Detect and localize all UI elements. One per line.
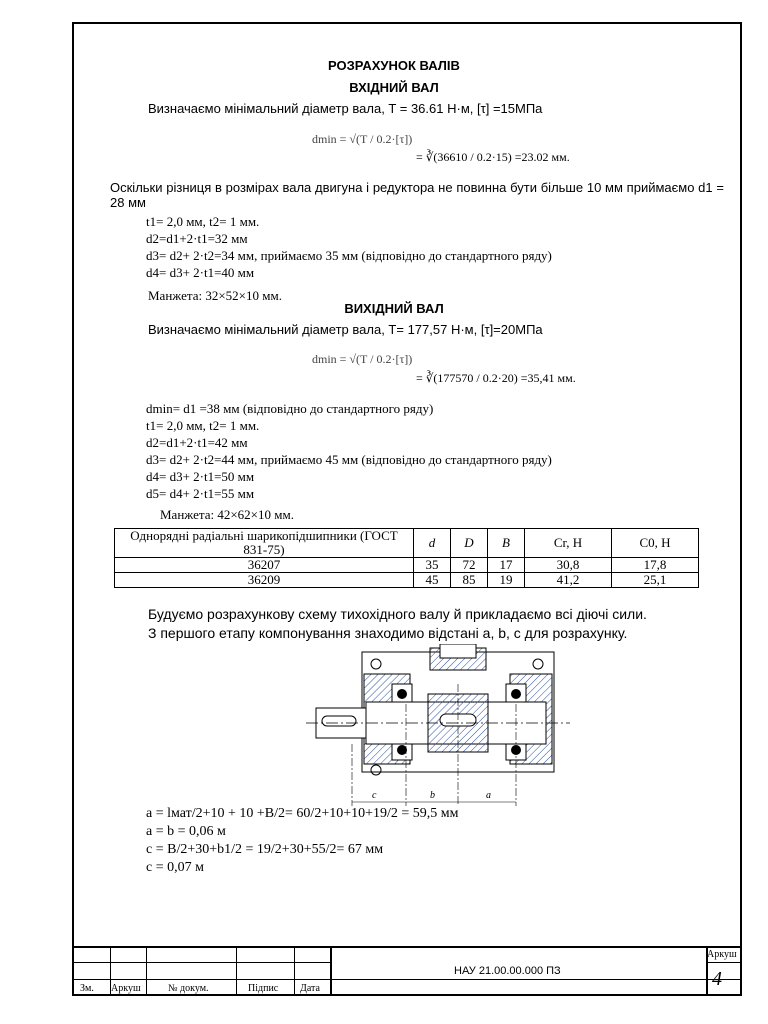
- table-cell: 36209: [115, 573, 414, 588]
- input-seal: Манжета: 32×52×10 мм.: [148, 288, 282, 303]
- output-seal: Манжета: 42×62×10 мм.: [160, 507, 294, 522]
- table-header-row: [115, 529, 699, 558]
- sheet-label: Аркуш: [707, 949, 737, 960]
- dimension-label-c: c: [372, 790, 377, 801]
- table-header-cell: d: [414, 529, 451, 558]
- result-line: c = B/2+30+b1/2 = 19/2+30+55/2= 67 мм: [146, 842, 384, 857]
- input-formula-lhs: dmin = √(T / 0.2·[τ]): [312, 132, 413, 146]
- page-heading: РОЗРАХУНОК ВАЛІВ: [328, 58, 460, 73]
- table-cell: 35: [414, 558, 451, 573]
- table-cell: 85: [451, 573, 488, 588]
- input-shaft-intro: Визначаємо мінімальний діаметр вала, T = 36.61 Н·м, [τ] =15МПа: [148, 101, 543, 116]
- result-line: a = lмат/2+10 + 10 +B/2= 60/2+10+10+19/2 = 59,5 мм: [146, 806, 459, 821]
- stamp-column: Аркуш: [111, 983, 141, 994]
- result-line: a = b = 0,06 м: [146, 824, 226, 839]
- table-row: [115, 573, 699, 588]
- table-cell: 45: [414, 573, 451, 588]
- result-line: c = 0,07 м: [146, 860, 204, 875]
- input-line: d3= d2+ 2·t2=34 мм, приймаємо 35 мм (відповідно до стандартного ряду): [146, 248, 552, 263]
- dimension-label-b: b: [430, 790, 435, 801]
- output-line: dmin= d1 =38 мм (відповідно до стандартного ряду): [146, 401, 434, 416]
- table-cell: 19: [488, 573, 525, 588]
- output-formula-rhs: = ∛(177570 / 0.2·20) =35,41 мм.: [416, 371, 576, 385]
- scheme-text: Будуємо розрахункову схему тихохідного валу й прикладаємо всі діючі сили.: [148, 606, 647, 622]
- output-formula-lhs: dmin = √(T / 0.2·[τ]): [312, 352, 413, 366]
- scheme-text: З першого етапу компонування знаходимо відстані a, b, c для розрахунку.: [148, 625, 628, 641]
- input-shaft-paragraph: Оскільки різниця в розмірах вала двигуна і редуктора не повинна бути більше 10 мм приймаємо d1 = 28 мм: [110, 180, 724, 210]
- input-line: d4= d3+ 2·t1=40 мм: [146, 265, 255, 280]
- table-header-cell: B: [488, 529, 525, 558]
- table-cell: 25,1: [612, 573, 699, 588]
- table-cell: 17: [488, 558, 525, 573]
- document-code: НАУ 21.00.00.000 ПЗ: [454, 965, 561, 977]
- table-cell: 36207: [115, 558, 414, 573]
- stamp-column: Підпис: [248, 983, 279, 994]
- output-shaft-title: ВИХІДНИЙ ВАЛ: [344, 301, 444, 316]
- output-line: t1= 2,0 мм, t2= 1 мм.: [146, 418, 260, 433]
- table-header-cell: C0, Н: [612, 529, 699, 558]
- table-cell: 41,2: [525, 573, 612, 588]
- table-cell: 17,8: [612, 558, 699, 573]
- input-formula-rhs: = ∛(36610 / 0.2·15) =23.02 мм.: [416, 150, 570, 164]
- output-line: d3= d2+ 2·t2=44 мм, приймаємо 45 мм (відповідно до стандартного ряду): [146, 452, 552, 467]
- stamp-column: Дата: [300, 983, 320, 994]
- input-line: d2=d1+2·t1=32 мм: [146, 231, 248, 246]
- dimension-label-a: a: [486, 790, 491, 801]
- stamp-column: Зм.: [80, 983, 94, 994]
- bearings-table: [114, 528, 699, 588]
- output-line: d5= d4+ 2·t1=55 мм: [146, 486, 255, 501]
- output-line: d2=d1+2·t1=42 мм: [146, 435, 248, 450]
- table-header-cell: D: [451, 529, 488, 558]
- input-shaft-title: ВХІДНИЙ ВАЛ: [349, 80, 439, 95]
- output-shaft-intro: Визначаємо мінімальний діаметр вала, T= 177,57 Н·м, [τ]=20МПа: [148, 322, 543, 337]
- table-header-cell: Однорядні радіальні шарикопідшипники (ГОСТ 831-75): [115, 529, 414, 558]
- input-line: t1= 2,0 мм, t2= 1 мм.: [146, 214, 260, 229]
- shaft-assembly-drawing: [302, 644, 574, 812]
- table-cell: 72: [451, 558, 488, 573]
- output-line: d4= d3+ 2·t1=50 мм: [146, 469, 255, 484]
- stamp-column: № докум.: [168, 983, 209, 994]
- table-header-cell: Cr, Н: [525, 529, 612, 558]
- sheet-number: 4: [712, 968, 722, 990]
- table-row: [115, 558, 699, 573]
- page-frame: [72, 22, 742, 996]
- table-cell: 30,8: [525, 558, 612, 573]
